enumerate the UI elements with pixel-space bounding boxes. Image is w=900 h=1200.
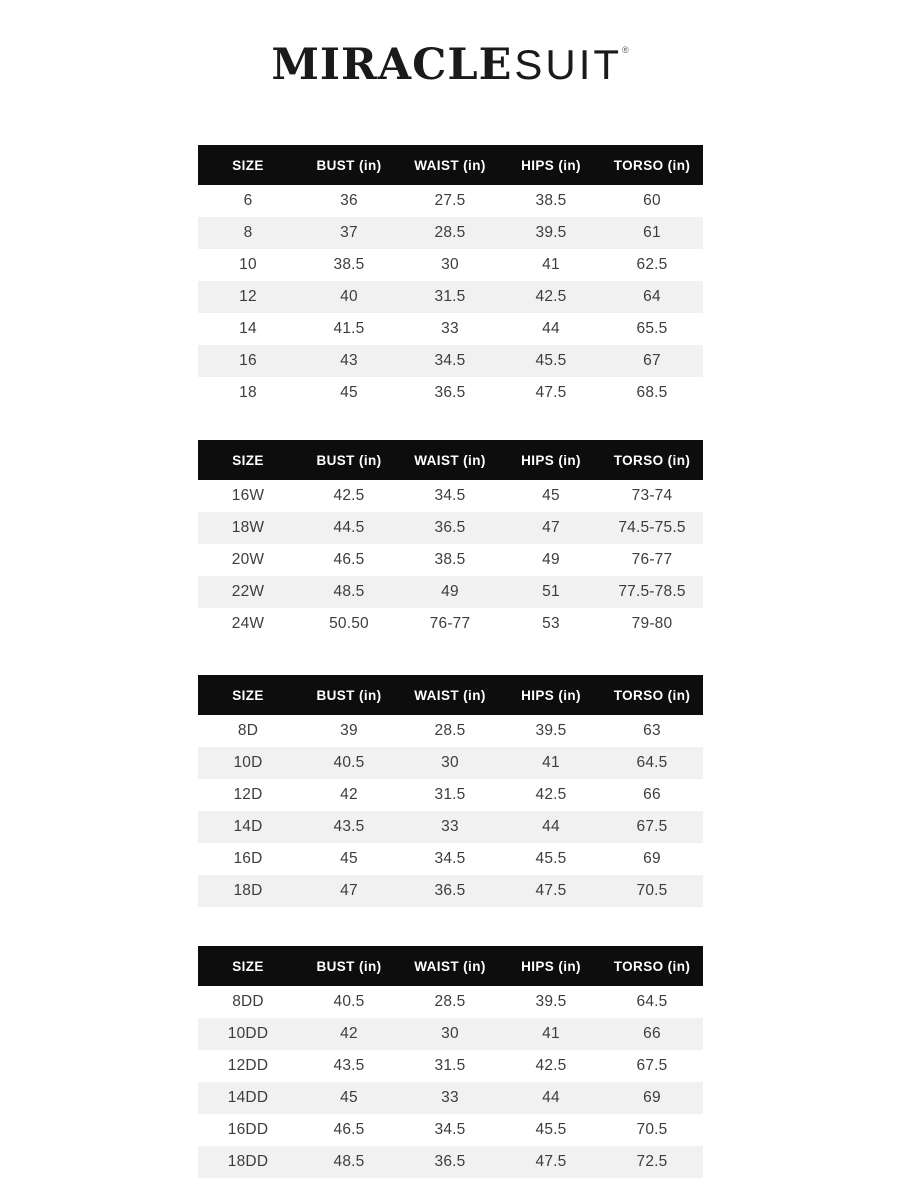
table-cell: 39.5 [535, 224, 567, 241]
table-cell: 67.5 [636, 818, 668, 835]
table-cell: 34.5 [434, 850, 466, 867]
table-cell: 37 [340, 224, 358, 241]
size-table-d-cup [198, 675, 703, 907]
table-cell: 10 [239, 256, 257, 273]
table-cell: 69 [643, 1089, 661, 1106]
table-row [198, 377, 703, 409]
table-cell: 38.5 [333, 256, 365, 273]
table-cell: 8D [237, 722, 259, 739]
table-cell: 44 [542, 818, 560, 835]
table-cell: 28.5 [434, 722, 466, 739]
table-header-row [198, 675, 703, 715]
table-cell: 42.5 [535, 1057, 567, 1074]
table-row [198, 986, 703, 1018]
table-cell: 8DD [232, 993, 264, 1010]
size-table-dd-cup [198, 946, 703, 1178]
table-cell: 70.5 [636, 882, 668, 899]
column-header: WAIST (in) [414, 157, 486, 173]
table-cell: 27.5 [434, 192, 466, 209]
table-row [198, 281, 703, 313]
table-cell: 43.5 [333, 818, 365, 835]
table-cell: 18DD [227, 1153, 269, 1170]
table-cell: 47 [542, 519, 560, 536]
table-row [198, 779, 703, 811]
column-header: WAIST (in) [414, 687, 486, 703]
table-cell: 20W [231, 551, 265, 568]
table-row [198, 544, 703, 576]
table-cell: 8 [243, 224, 253, 241]
table-cell: 14 [239, 320, 257, 337]
column-header: SIZE [232, 958, 264, 974]
column-header: HIPS (in) [521, 452, 581, 468]
column-header: BUST (in) [316, 958, 382, 974]
table-cell: 50.50 [329, 615, 369, 632]
table-cell: 45 [340, 1089, 358, 1106]
table-cell: 44 [542, 1089, 560, 1106]
table-cell: 77.5-78.5 [618, 583, 686, 600]
size-tables-container [198, 145, 703, 1178]
column-header: HIPS (in) [521, 157, 581, 173]
table-cell: 18 [239, 384, 257, 401]
table-cell: 76-77 [631, 551, 673, 568]
table-cell: 6 [243, 192, 253, 209]
size-table-misses [198, 145, 703, 409]
table-cell: 45.5 [535, 850, 567, 867]
table-cell: 63 [643, 722, 661, 739]
table-cell: 39.5 [535, 993, 567, 1010]
table-cell: 16W [231, 487, 265, 504]
table-cell: 24W [231, 615, 265, 632]
table-cell: 45.5 [535, 1121, 567, 1138]
size-table-womens-plus [198, 440, 703, 640]
table-cell: 33 [441, 818, 459, 835]
table-row [198, 1114, 703, 1146]
table-cell: 28.5 [434, 224, 466, 241]
table-cell: 48.5 [333, 583, 365, 600]
table-cell: 16 [239, 352, 257, 369]
table-cell: 12 [239, 288, 257, 305]
brand-logo [0, 40, 900, 90]
table-cell: 36.5 [434, 882, 466, 899]
column-header: SIZE [232, 157, 264, 173]
table-cell: 64.5 [636, 993, 668, 1010]
table-cell: 49 [542, 551, 560, 568]
column-header: SIZE [232, 452, 264, 468]
table-cell: 40 [340, 288, 358, 305]
table-header-row [198, 946, 703, 986]
table-header-row [198, 145, 703, 185]
table-cell: 40.5 [333, 754, 365, 771]
table-cell: 12DD [227, 1057, 269, 1074]
table-cell: 38.5 [434, 551, 466, 568]
table-cell: 60 [643, 192, 661, 209]
column-header: TORSO (in) [613, 157, 691, 173]
table-cell: 42.5 [333, 487, 365, 504]
brand-logo-sans-part: SUIT [514, 41, 623, 88]
table-row [198, 747, 703, 779]
table-cell: 67 [643, 352, 661, 369]
table-row [198, 715, 703, 747]
table-cell: 34.5 [434, 487, 466, 504]
table-cell: 66 [643, 786, 661, 803]
table-row [198, 875, 703, 907]
table-cell: 31.5 [434, 1057, 466, 1074]
table-cell: 62.5 [636, 256, 668, 273]
table-cell: 48.5 [333, 1153, 365, 1170]
table-cell: 47.5 [535, 384, 567, 401]
table-body [198, 185, 703, 409]
table-cell: 42.5 [535, 786, 567, 803]
table-cell: 70.5 [636, 1121, 668, 1138]
table-cell: 66 [643, 1025, 661, 1042]
table-body [198, 715, 703, 907]
table-cell: 64.5 [636, 754, 668, 771]
table-row [198, 843, 703, 875]
table-cell: 68.5 [636, 384, 668, 401]
table-row [198, 249, 703, 281]
table-cell: 61 [643, 224, 661, 241]
table-cell: 47.5 [535, 1153, 567, 1170]
table-cell: 28.5 [434, 993, 466, 1010]
table-cell: 67.5 [636, 1057, 668, 1074]
registered-trademark-symbol: ® [622, 45, 629, 55]
table-cell: 33 [441, 320, 459, 337]
table-cell: 41 [542, 256, 560, 273]
column-header: TORSO (in) [613, 452, 691, 468]
table-cell: 43.5 [333, 1057, 365, 1074]
column-header: BUST (in) [316, 452, 382, 468]
column-header: HIPS (in) [521, 958, 581, 974]
table-row [198, 608, 703, 640]
table-row [198, 1146, 703, 1178]
table-cell: 43 [340, 352, 358, 369]
table-row [198, 345, 703, 377]
table-cell: 31.5 [434, 288, 466, 305]
table-cell: 22W [231, 583, 265, 600]
table-row [198, 313, 703, 345]
table-cell: 10D [233, 754, 263, 771]
table-cell: 12D [233, 786, 263, 803]
table-cell: 65.5 [636, 320, 668, 337]
table-cell: 42.5 [535, 288, 567, 305]
table-cell: 64 [643, 288, 661, 305]
table-cell: 38.5 [535, 192, 567, 209]
table-cell: 46.5 [333, 1121, 365, 1138]
column-header: BUST (in) [316, 687, 382, 703]
table-cell: 47 [340, 882, 358, 899]
table-cell: 30 [441, 256, 459, 273]
table-cell: 53 [542, 615, 560, 632]
table-cell: 41 [542, 1025, 560, 1042]
table-cell: 16DD [227, 1121, 269, 1138]
table-header-row [198, 440, 703, 480]
column-header: HIPS (in) [521, 687, 581, 703]
table-cell: 45 [340, 384, 358, 401]
table-cell: 36.5 [434, 1153, 466, 1170]
table-row [198, 576, 703, 608]
table-cell: 39.5 [535, 722, 567, 739]
table-cell: 30 [441, 1025, 459, 1042]
table-row [198, 1082, 703, 1114]
table-cell: 30 [441, 754, 459, 771]
table-cell: 34.5 [434, 352, 466, 369]
table-cell: 76-77 [429, 615, 471, 632]
table-cell: 74.5-75.5 [618, 519, 686, 536]
table-cell: 14DD [227, 1089, 269, 1106]
table-cell: 45 [340, 850, 358, 867]
table-cell: 79-80 [631, 615, 673, 632]
table-cell: 10DD [227, 1025, 269, 1042]
table-cell: 39 [340, 722, 358, 739]
table-cell: 18W [231, 519, 265, 536]
table-row [198, 480, 703, 512]
table-row [198, 1018, 703, 1050]
table-cell: 72.5 [636, 1153, 668, 1170]
table-cell: 45 [542, 487, 560, 504]
column-header: SIZE [232, 687, 264, 703]
column-header: WAIST (in) [414, 452, 486, 468]
table-cell: 44 [542, 320, 560, 337]
table-cell: 34.5 [434, 1121, 466, 1138]
brand-logo-serif-part: MIRACLE [271, 40, 513, 90]
table-cell: 14D [233, 818, 263, 835]
table-cell: 73-74 [631, 487, 673, 504]
table-body [198, 986, 703, 1178]
table-row [198, 512, 703, 544]
table-cell: 47.5 [535, 882, 567, 899]
table-row [198, 185, 703, 217]
column-header: BUST (in) [316, 157, 382, 173]
table-cell: 69 [643, 850, 661, 867]
table-cell: 44.5 [333, 519, 365, 536]
column-header: WAIST (in) [414, 958, 486, 974]
table-cell: 49 [441, 583, 459, 600]
table-row [198, 1050, 703, 1082]
table-row [198, 217, 703, 249]
table-row [198, 811, 703, 843]
table-cell: 33 [441, 1089, 459, 1106]
table-body [198, 480, 703, 640]
table-cell: 36.5 [434, 384, 466, 401]
table-cell: 40.5 [333, 993, 365, 1010]
table-cell: 18D [233, 882, 263, 899]
column-header: TORSO (in) [613, 958, 691, 974]
table-cell: 42 [340, 786, 358, 803]
table-cell: 45.5 [535, 352, 567, 369]
table-cell: 36.5 [434, 519, 466, 536]
table-cell: 42 [340, 1025, 358, 1042]
table-cell: 51 [542, 583, 560, 600]
table-cell: 31.5 [434, 786, 466, 803]
table-cell: 46.5 [333, 551, 365, 568]
table-cell: 16D [233, 850, 263, 867]
table-cell: 41.5 [333, 320, 365, 337]
table-cell: 41 [542, 754, 560, 771]
column-header: TORSO (in) [613, 687, 691, 703]
table-cell: 36 [340, 192, 358, 209]
